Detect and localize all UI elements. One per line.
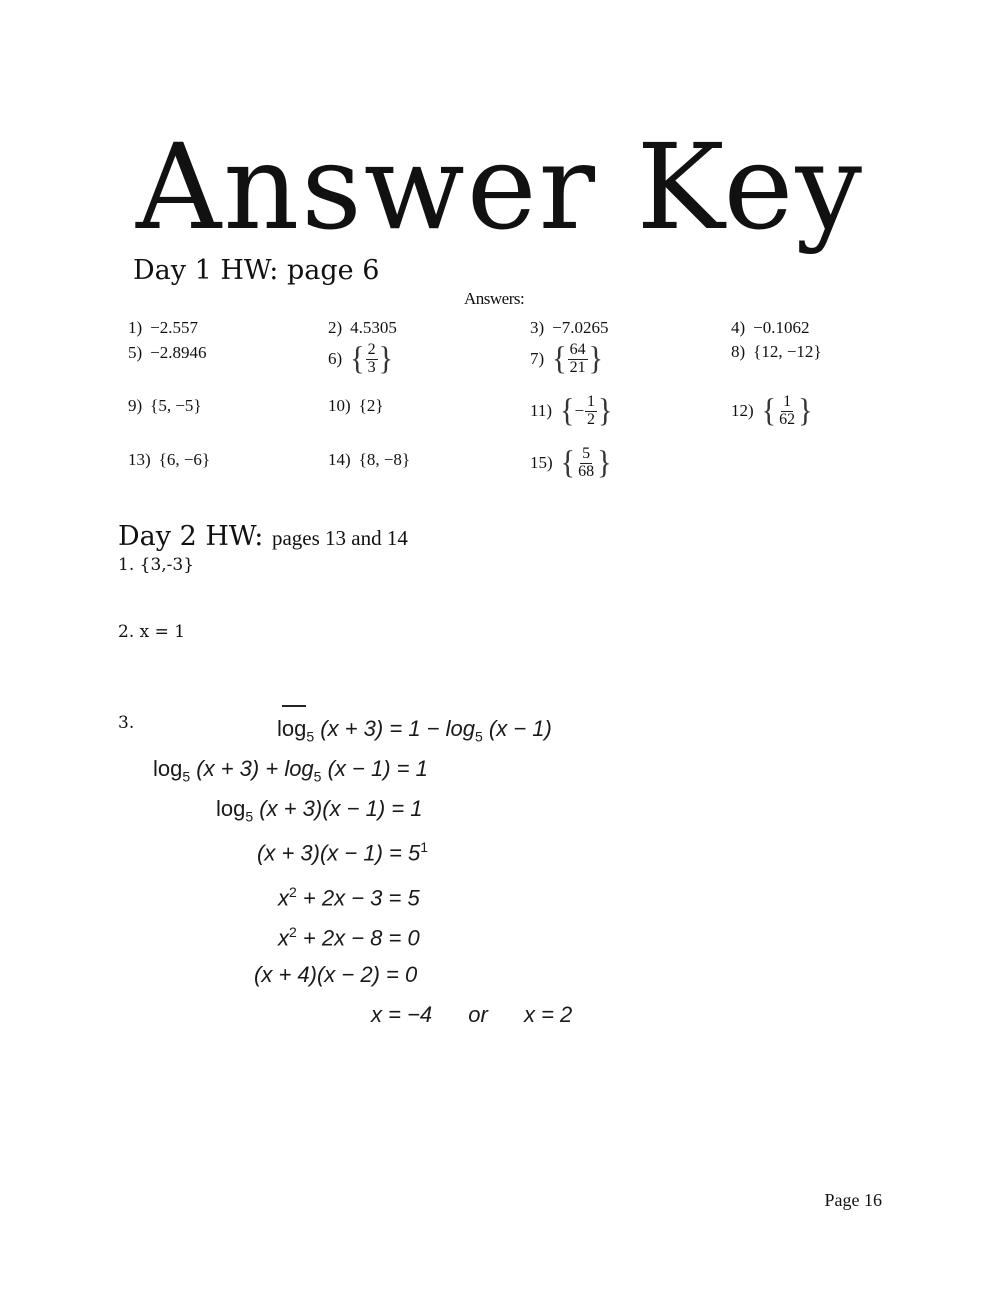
step-subscript: 5 [306,728,315,745]
answer-number: 4) [731,318,746,337]
fraction-numerator: 2 [367,341,376,358]
step-text: (x − 1) = 1 [327,756,428,781]
fraction-numerator: 5 [582,445,591,462]
answer-7 [530,342,603,377]
step-superscript: 2 [289,924,297,940]
answer-value: 8, −8 [366,450,402,469]
day1-heading: Day 1 HW: page 6 [133,255,380,286]
answer-1 [128,318,198,338]
step-text: x [278,885,289,911]
answer-2 [328,318,397,338]
brace-close: } [813,342,822,361]
step-text: x = −4 [371,1002,433,1027]
brace-close: } [597,444,612,481]
answer-number: 10) [328,396,351,415]
answer-number: 14) [328,450,351,469]
step-text: log [277,716,307,741]
brace-close: } [193,396,202,415]
brace-open: { [150,396,159,415]
step-subscript: 5 [313,768,322,785]
answer-number: 2) [328,318,343,337]
answer-11 [530,394,612,429]
brace-open: { [158,450,167,469]
day2-heading [118,521,408,552]
fraction-denominator: 3 [367,358,376,376]
solution-step-1 [277,716,552,744]
answer-value: −2.8946 [150,343,207,362]
brace-open: { [350,340,365,377]
solution-step-3 [216,796,423,824]
solution-step-7 [254,962,417,988]
brace-close: } [201,450,211,469]
answer-10 [328,396,384,416]
step-text: (x + 3) + log [196,756,314,781]
answer-number: 5) [128,343,143,362]
fraction [576,446,596,481]
solution-step-6 [278,924,420,951]
solution-step-2 [153,756,428,784]
brace-open: { [560,444,576,481]
answer-3 [530,318,609,338]
step-text: or [468,1002,488,1027]
answer-8 [731,342,822,362]
divider-line [282,705,306,707]
solution-step-8 [371,1002,572,1028]
answer-13 [128,450,210,470]
step-subscript: 5 [182,768,191,785]
answer-value: 12, −12 [761,342,814,361]
problem-2: 2. x = 1 [118,622,186,642]
brace-open: { [753,342,762,361]
brace-open: { [358,396,367,415]
problem-1: 1. {3,-3} [118,555,195,575]
answer-value: 5, −5 [158,396,194,415]
fraction [585,394,597,429]
answer-9 [128,396,202,416]
answer-number: 1) [128,318,143,337]
step-superscript: 2 [289,884,297,900]
step-text: log [216,796,246,821]
answer-value: −7.0265 [552,318,609,337]
brace-open: { [552,340,567,377]
fraction-numerator: 1 [783,393,792,410]
day2-heading-label: Day 2 HW: [118,521,264,552]
brace-close: } [588,340,603,377]
answer-5 [128,343,207,363]
answer-number: 12) [731,401,754,421]
step-text: (x − 1) [488,716,552,741]
solution-step-5 [278,884,420,911]
step-text: log [153,756,183,781]
fraction [568,342,588,377]
brace-close: } [375,396,384,415]
brace-close: } [401,450,411,469]
answer-15 [530,446,611,481]
answer-number: 13) [128,450,151,469]
answer-number: 15) [530,453,553,473]
answer-value: −2.557 [150,318,199,337]
page-title: Answer Key [136,118,864,256]
step-text: (x + 4)(x − 2) = 0 [254,962,418,987]
answer-number: 11) [530,401,553,421]
brace-open: { [358,450,367,469]
answer-value: 4.5305 [350,318,397,337]
fraction [366,342,378,377]
brace-close: } [378,340,393,377]
step-text: (x + 3)(x − 1) = 1 [259,796,423,821]
answer-number: 9) [128,396,143,415]
brace-close: } [798,392,813,429]
step-text: (x + 3)(x − 1) = 5 [257,840,421,866]
answer-number: 3) [530,318,545,337]
fraction-denominator: 21 [569,358,586,376]
step-text: x = 2 [523,1002,573,1027]
step-text: + 2x − 3 = 5 [296,885,420,911]
answer-6 [328,342,393,377]
brace-close: } [598,392,613,429]
answer-number: 6) [328,349,343,369]
step-text: (x + 3) = 1 − log [320,716,475,741]
fraction-sign: − [574,401,585,421]
answer-value: 2 [366,396,376,415]
answer-value: 6, −6 [166,450,202,469]
problem-3-label: 3. [118,713,135,733]
answer-14 [328,450,410,470]
fraction-numerator: 64 [569,341,586,358]
step-text: x [278,925,289,951]
fraction [777,394,797,429]
answer-4 [731,318,810,338]
answers-label: Answers: [464,289,525,308]
brace-open: { [560,392,575,429]
step-superscript: 1 [420,839,429,855]
fraction-denominator: 68 [578,462,595,480]
solution-step-4 [257,839,428,866]
answer-value: −0.1062 [753,318,810,337]
fraction-denominator: 2 [587,410,596,428]
page-number: Page 16 [824,1190,882,1210]
answer-number: 8) [731,342,746,361]
brace-open: { [761,392,777,429]
step-text: + 2x − 8 = 0 [296,925,420,951]
answer-12 [731,394,812,429]
step-subscript: 5 [474,728,483,745]
fraction-denominator: 62 [779,410,796,428]
day2-heading-pages: pages 13 and 14 [271,526,408,550]
step-subscript: 5 [245,808,254,825]
fraction-numerator: 1 [587,393,596,410]
answer-number: 7) [530,349,545,369]
